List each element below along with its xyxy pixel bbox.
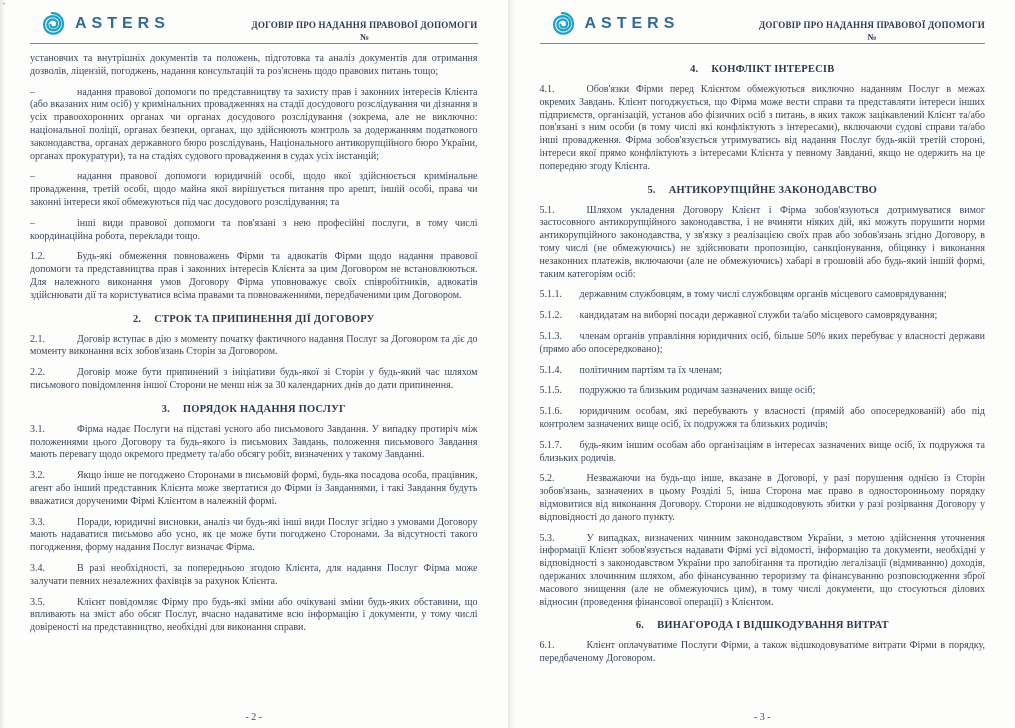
section-heading: 3. ПОРЯДОК НАДАННЯ ПОСЛУГ — [161, 403, 346, 415]
clause-text: Договір вступає в дію з моменту початку фактичного надання Послуг за Договором та діє до моменту виконання всіх зобов'язань Сторін за Договором. — [30, 333, 478, 358]
page-number: - 3 - — [753, 712, 771, 723]
clause-number: 3.4. — [30, 562, 45, 574]
clause-text: членам органів управління юридичних осіб, більше 50% яких перебуває у власності держави (прямо або опосередковано); — [539, 330, 985, 355]
paragraph — [30, 470, 478, 508]
clause-number: 3.1. — [30, 423, 45, 435]
paragraph — [540, 385, 986, 398]
clause-text: Клієнт повідомляє Фірму про будь-які зміни або очікувані зміни будь-яких обставини, що впливають на зміст або обсяг Послуг, вчасно надаватиме всю інформацію і документи, у тому числі довіреності на представництво, необхідні для виконання справи. — [30, 596, 478, 634]
paragraph — [540, 331, 986, 357]
page-body — [30, 44, 478, 635]
paragraph — [30, 334, 478, 360]
paragraph — [540, 289, 986, 302]
clause-text: Фірма надає Послуги на підставі усного або письмового Завдання. У випадку протиріч між положеннями цього Договору та будь-якого із письмових Завдань, положення письмового Завдання мають перевагу щодо окремого предмету та/або обсягу робіт, визначених у такому Завданні. — [30, 423, 478, 461]
paragraph — [540, 473, 986, 524]
clause-number: 5.1.1. — [539, 289, 562, 301]
section-heading: 5. АНТИКОРУПЦІЙНЕ ЗАКОНОДАВСТВО — [647, 184, 878, 196]
clause-number: 5.1.3. — [539, 330, 562, 342]
page-body — [540, 44, 986, 666]
section-heading: 4. КОНФЛІКТ ІНТЕРЕСІВ — [690, 64, 835, 75]
page-header — [540, 6, 986, 44]
clause-text: надання правової допомоги юридичній особі, щодо якої здійснюється кримінальне провадження, третій особі, щодо майна якої вирішується питання про арешт, іншій особі, права чи законні інтереси якої обмежуються під час досудового розслідування; та — [30, 171, 478, 208]
asters-spiral-icon — [38, 10, 66, 38]
clause-text: кандидатам на виборні посади державної служби та/або місцевого самоврядування; — [579, 310, 938, 322]
clause-text: установчих та внутрішніх документів та положень, підготовка та аналіз документів для отримання дозволів, ліцензій, погоджень, надання консультацій та роз'яснень щодо правових питань тощо; — [30, 53, 478, 77]
doc-number-label: № — [359, 32, 370, 42]
doc-number-label: № — [867, 32, 877, 42]
brand-logo — [38, 10, 170, 38]
clause-number: – — [30, 171, 35, 183]
clause-text: Обов'язки Фірми перед Клієнтом обмежуються виключно наданням Послуг в межах окремих Завдань. Клієнт погоджується, що Фірма може вести справи та представляти інтереси інших підприємств, організацій, установ або фізичних осіб з питань, в яких також зацікавлений Клієнт та/або пов'язані з ним особи (в тому числі які конфліктують з інтересами), включаючи судові справи та/або інші провадження. Фірма зобов'язується утримуватись від надання Послуг будь-якій третій стороні, інтереси якої прямо конфліктують з інтересами Клієнта у певному Завданні, якщо не одержить на це попередню згоду Клієнта. — [539, 84, 985, 172]
page-number: - 2 - — [245, 712, 263, 723]
clause-text: надання правової допомоги по представництву та захисту прав і законних інтересів Клієнта (або вказаних ним осіб) у кримінальних провадженнях на стадії досудового розслідування чи дізнання в усіх правоохоронних органах чи органах досудового розслідування (зокрема, але не виключно: національної поліції, органах безпеки, органах, що здійснюють контроль за додержанням податкового законодавства, органах державного бюро розслідувань, Національного антикорупційного бюро України, органах прокуратури), та на стадіях судового провадження в судах усіх інстанцій; — [30, 86, 478, 162]
clause-text: Поради, юридичні висновки, аналіз чи будь-які інші види Послуг згідно з умовами Договору мають надаватися письмово або усно, як це може бути погоджено Сторонами. За відсутності такого погодження, форму надання Послуг визначає Фірма. — [30, 516, 478, 554]
clause-text: будь-яким іншим особам або організаціям в інтересах зазначених вище осіб, їх подружжя та близьких родичів. — [539, 439, 985, 464]
clause-text: Незважаючи на будь-що інше, вказане в Договорі, у разі порушення однією із Сторін зобов'язань, зазначених в цьому Розділі 5, інша Сторона має право в односторонньому порядку відмовитися від виконання Договору. Сторони не відшкодовують збитки у разі розірвання Договору у відповідності до даного пункту. — [539, 473, 985, 523]
clause-text: інші види правової допомоги та пов'язані з нею професійні послуги, в тому числі координаційна робота, переклади тощо. — [30, 217, 478, 242]
paragraph — [540, 440, 986, 466]
list-item — [30, 171, 478, 209]
brand-name: ASTERS — [75, 15, 170, 32]
doc-title: ДОГОВІР ПРО НАДАННЯ ПРАВОВОЇ ДОПОМОГИ — [758, 20, 985, 30]
clause-text: Клієнт оплачуватиме Послуги Фірми, а також відшкодовуватиме витрати Фірми в порядку, передбаченому Договором. — [539, 640, 985, 665]
list-item — [30, 87, 478, 164]
paragraph — [540, 84, 986, 174]
clause-number: 5.1.7. — [539, 439, 562, 451]
clause-text: Якщо інше не погоджено Сторонами в письмовій формі, будь-яка посадова особа, працівник, агент або інший представник Клієнта може звертатися до Фірми із Завданнями, і такі Завдання будуть вважатися дорученими Фірмі Клієнтом в належній формі. — [30, 470, 478, 507]
paragraph — [30, 597, 478, 635]
page-3 — [508, 0, 1015, 728]
brand-name: ASTERS — [584, 15, 680, 32]
clause-number: 3.3. — [30, 516, 45, 528]
paragraph — [30, 367, 478, 393]
clause-number: 2.2. — [30, 367, 45, 379]
clause-number: 5.1.6. — [539, 406, 562, 418]
paragraph — [540, 533, 986, 610]
paragraph — [30, 563, 478, 589]
paragraph — [540, 310, 986, 323]
paragraph — [540, 365, 986, 378]
doc-title-block — [251, 20, 477, 42]
section-heading: 2. СТРОК ТА ПРИПИНЕННЯ ДІЇ ДОГОВОРУ — [132, 313, 375, 325]
paragraph — [30, 251, 478, 302]
paragraph — [540, 406, 986, 432]
paragraph — [30, 517, 478, 555]
clause-number: 5.3. — [539, 532, 555, 544]
paragraph — [540, 205, 986, 282]
clause-number: 2.1. — [30, 333, 45, 345]
clause-text: політичним партіям та їх членам; — [579, 364, 723, 376]
clause-text: В разі необхідності, за попередньою згодою Клієнта, для надання Послуг Фірма може залучати певних незалежних фахівців за рахунок Клієнта. — [30, 562, 478, 587]
list-item — [30, 218, 478, 244]
clause-text: юридичним особам, які перебувають у власності (прямій або опосередкованій) або під контролем зазначених вище осіб, їх подружжя та близьких родичів; — [539, 406, 985, 430]
section-heading: 6. ВИНАГОРОДА І ВІДШКОДУВАННЯ ВИТРАТ — [635, 620, 889, 632]
clause-number: 5.2. — [539, 473, 555, 485]
paragraph — [540, 640, 986, 666]
clause-number: 5.1. — [539, 204, 555, 216]
asters-spiral-icon — [548, 10, 576, 38]
clause-number: 4.1. — [539, 84, 555, 95]
clause-number: 6.1. — [539, 640, 555, 652]
doc-title: ДОГОВІР ПРО НАДАННЯ ПРАВОВОЇ ДОПОМОГИ — [251, 20, 478, 30]
clause-number: 3.2. — [30, 470, 45, 482]
clause-number: – — [30, 86, 35, 98]
clause-number: 5.1.4. — [539, 364, 562, 376]
paragraph — [30, 424, 478, 462]
clause-number: 1.2. — [30, 251, 45, 263]
clause-text: державним службовцям, в тому числі службовцям органів місцевого самоврядування; — [579, 289, 947, 301]
clause-text: Шляхом укладення Договору Клієнт і Фірма зобов'язуються дотримуватися вимог застосовного антикорупційного законодавства, і не вчиняти ніяких дій, які можуть порушити норми антикорупційного законодавства, у зв'язку з реалізацією своїх прав або зобов'язань згідно Договору, в тому числі (не обмежуючись) не здійснювати пропозицію, санкціонування, обіцянку і виконання незаконних платежів, включаючи (але не обмежуючись) хабарі в грошовій або будь-який іншій формі, таким категоріям осіб: — [539, 204, 985, 280]
brand-logo — [548, 10, 680, 38]
clause-number: 5.1.5. — [539, 385, 562, 397]
clause-number: 3.5. — [30, 596, 45, 608]
clause-number: 5.1.2. — [539, 310, 562, 322]
clause-text: Будь-які обмеження повноважень Фірми та адвокатів Фірми щодо надання правової допомоги та представництва прав і законних інтересів Клієнта за цим Договором не встановлюються. Для належного виконання умов Договору Фірма уповноважує своїх співробітників, адвокатів здійснювати дії та користуватися всіма правами та повноваженнями, передбаченими цим Договором. — [30, 251, 478, 301]
clause-text: У випадках, визначених чинним законодавством України, з метою здійснення уточнення інформації Клієнт зобов'язується надавати Фірмі усі відомості, інформацію та документи, необхідні у відповідності з законодавством України про запобігання та протидію легалізації (відмиванню) доходів, одержаних злочинним шляхом, або фінансуванню тероризму та фінансуванню розповсюдження зброї масового знищення (але не обмежуючись цим), в тому числі документи, що стосуються ділових відносин (проведення фінансової операції) з Клієнтом. — [539, 532, 985, 608]
paragraph — [30, 53, 478, 79]
page-header — [30, 6, 478, 44]
clause-text: подружжю та близьким родичам зазначених вище осіб; — [579, 385, 816, 397]
doc-title-block — [759, 20, 985, 42]
scan-corner-mark: + — [2, 0, 6, 8]
clause-text: Договір може бути припинений з ініціативи будь-якої зі Сторін у будь-який час шляхом письмового повідомлення іншої Сторони не менш ніж за 30 календарних днів до дати припинення. — [30, 367, 478, 391]
clause-number: – — [30, 217, 35, 229]
